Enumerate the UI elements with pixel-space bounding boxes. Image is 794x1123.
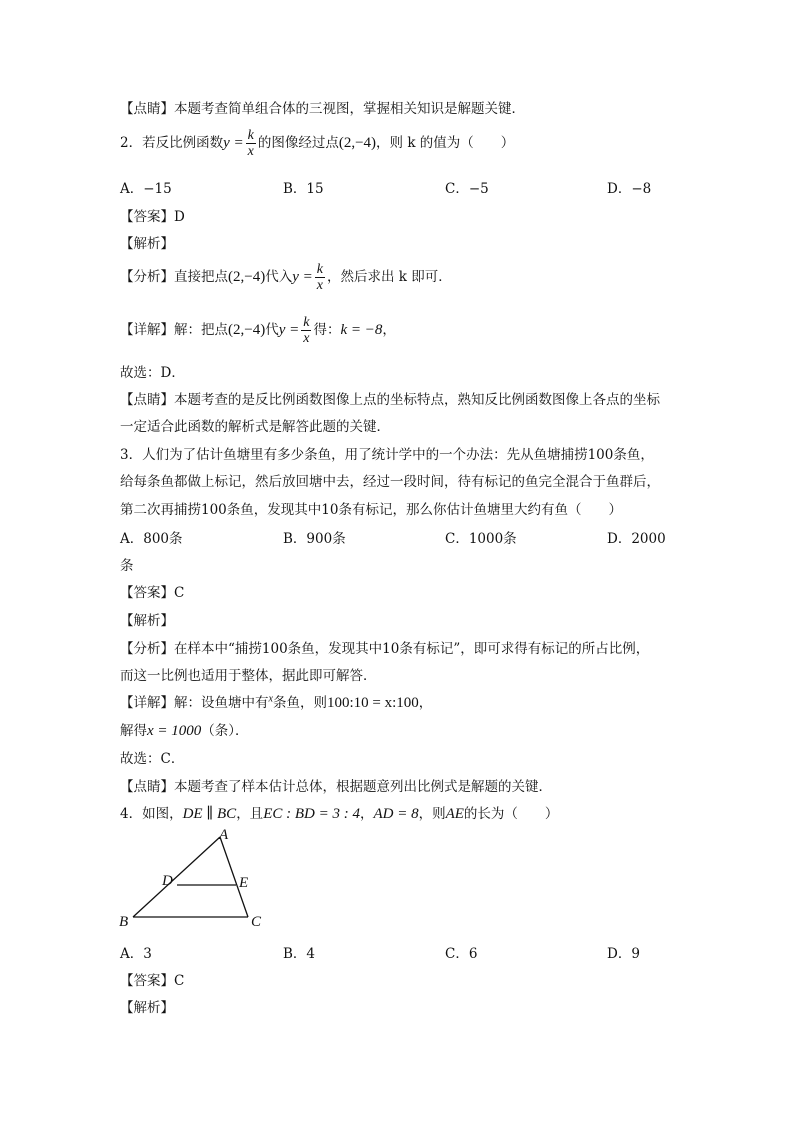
q2-answer: 【答案】D	[120, 209, 185, 225]
q4-ad: AD = 8	[373, 806, 419, 822]
q4-stem-mid2: ，	[359, 806, 374, 822]
q3-detail-mid: 条鱼，则	[272, 695, 327, 711]
q4-stem-pre: 4．如图，	[120, 806, 183, 822]
label-d: D	[162, 873, 173, 889]
triangle-figure	[115, 825, 275, 935]
q3-detail-x: x	[268, 693, 273, 705]
q3-stem-line1: 3．人们为了估计鱼塘里有多少条鱼，用了统计学中的一个办法：先从鱼塘捕捞100条鱼，	[120, 447, 654, 463]
q4-option-c: C．6	[445, 946, 478, 962]
q2-option-d: D．−8	[607, 181, 652, 197]
q2-point: (2,−4)	[338, 135, 377, 151]
q4-analysis-heading: 【解析】	[120, 1000, 174, 1016]
q2-option-c: C．−5	[445, 181, 489, 197]
q4-option-d: D．9	[607, 946, 640, 962]
q2-fraction: $\frac{k}{x}$	[247, 128, 254, 159]
q4-option-b: B．4	[283, 946, 316, 962]
q2-detail-mid: 代	[265, 322, 279, 338]
q2-analysis-heading: 【解析】	[120, 236, 174, 252]
q4-stem-mid1: ，且	[236, 806, 264, 822]
label-e: E	[239, 875, 249, 891]
q3-option-d: D．2000	[607, 531, 666, 547]
q2-fenxi-fraction: $\frac{k}{x}$	[316, 262, 323, 293]
q4-answer: 【答案】C	[120, 973, 185, 989]
label-b: B	[119, 914, 129, 930]
q3-note: 【点睛】本题考查了样本估计总体，根据题意列出比例式是解题的关键．	[120, 779, 552, 795]
q2-detail-y: y =	[278, 322, 300, 338]
q4-ratio: EC : BD = 3 : 4	[263, 806, 360, 822]
q3-solve	[120, 719, 249, 740]
q2-note-line1: 【点睛】本题考查的是反比例函数图像上点的坐标特点，熟知反比例函数图像上各点的坐标	[120, 392, 660, 408]
q4-stem-post: 的长为（ ）	[463, 806, 559, 822]
q3-detail	[120, 691, 432, 712]
q2-detail	[120, 315, 396, 346]
q3-choose: 故选：C．	[120, 751, 185, 767]
q2-detail-point: (2,−4)	[228, 322, 266, 338]
q3-option-wrap: 条	[120, 558, 134, 574]
q2-option-a: A．−15	[120, 181, 172, 197]
q3-fenxi-line1: 【分析】在样本中“捕捞100条鱼，发现其中10条有标记”，即可求得有标记的所占比例，	[120, 641, 650, 657]
q3-solve-pre: 解得	[120, 723, 147, 739]
q2-detail-fraction: $\frac{k}{x}$	[303, 315, 310, 346]
q3-option-b: B．900条	[283, 531, 346, 547]
q3-option-a: A．800条	[120, 531, 183, 547]
q2-stem-pre: 2．若反比例函数	[120, 135, 224, 151]
q3-analysis-heading: 【解析】	[120, 613, 174, 629]
q1-note: 【点睛】本题考查简单组合体的三视图，掌握相关知识是解题关键．	[120, 101, 525, 117]
q2-detail-pre: 【详解】解：把点	[120, 322, 228, 338]
label-c: C	[251, 914, 262, 930]
q2-fenxi-post: ，然后求出 k 即可．	[326, 269, 452, 285]
label-a: A	[219, 827, 229, 843]
q3-stem-line2: 给每条鱼都做上标记，然后放回塘中去，经过一段时间，待有标记的鱼完全混合于鱼群后，	[120, 474, 660, 490]
q4-stem	[120, 802, 558, 823]
q4-ae: AE	[445, 806, 464, 822]
q2-y: y =	[223, 135, 244, 151]
q4-option-a: A．3	[120, 946, 152, 962]
q2-fenxi	[120, 262, 452, 293]
q3-stem-line3: 第二次再捕捞100条鱼，发现其中10条有标记，那么你估计鱼塘里大约有鱼（ ）	[120, 502, 622, 518]
q2-stem	[120, 128, 514, 159]
q3-detail-eq: 100:10 = x:100	[326, 695, 419, 711]
q2-detail-mid2: 得：	[313, 322, 341, 338]
q2-option-b: B．15	[283, 181, 324, 197]
q2-choose: 故选：D．	[120, 365, 185, 381]
q2-stem-post: ，则 k 的值为（ ）	[376, 135, 515, 151]
q3-detail-post: ，	[418, 695, 433, 711]
q4-stem-mid3: ，则	[418, 806, 446, 822]
q2-note-line2: 一定适合此函数的解析式是解答此题的关键．	[120, 419, 390, 435]
q3-solve-post: （条）．	[201, 723, 249, 739]
q2-fenxi-point: (2,−4)	[228, 269, 266, 285]
q3-detail-pre: 【详解】解：设鱼塘中有	[120, 695, 269, 711]
q2-fenxi-pre: 【分析】直接把点	[120, 269, 228, 285]
q3-option-c: C．1000条	[445, 531, 517, 547]
q2-detail-k: k = −8	[340, 322, 383, 338]
segment-ab	[133, 837, 220, 917]
q2-stem-mid: 的图像经过点	[257, 135, 339, 151]
q2-detail-post: ，	[382, 322, 396, 338]
q4-parallel: DE ∥ BC	[182, 806, 237, 822]
q3-fenxi-line2: 而这一比例也适用于整体，据此即可解答．	[120, 668, 377, 684]
q2-fenxi-y: y =	[292, 269, 313, 285]
q3-answer: 【答案】C	[120, 585, 185, 601]
q3-solve-eq: x = 1000	[147, 723, 202, 739]
q2-fenxi-mid: 代入	[265, 269, 293, 285]
